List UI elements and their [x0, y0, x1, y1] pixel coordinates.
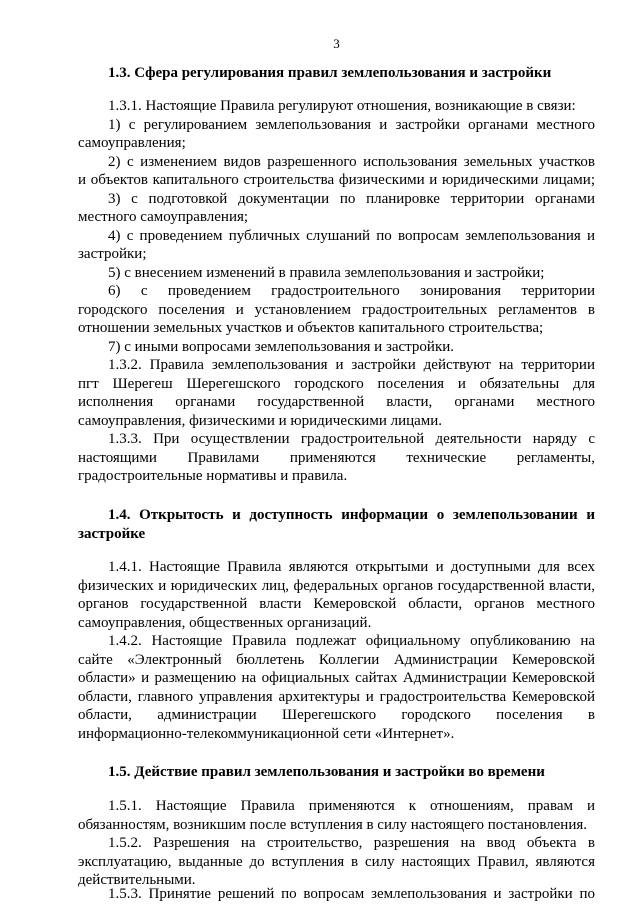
paragraph-line: 1.3.2. Правила землепользования и застройки действуют на территории	[108, 357, 595, 373]
paragraph-line: 2) с изменением видов разрешенного использования земельных участков	[108, 153, 595, 170]
paragraph-line: и объектов капитального строительства физическими и юридическими лицами;	[78, 172, 595, 188]
paragraph-line: самоуправления;	[78, 135, 186, 151]
paragraph-line: 5) с внесением изменений в правила землепользования и застройки;	[108, 264, 545, 281]
paragraph-line: области, главного управления архитектуры и градостроительства Кемеровской	[78, 688, 595, 705]
paragraph-line: области» и размещению на официальных сайтах Администрации Кемеровской	[78, 670, 595, 686]
paragraph-line: местного самоуправления;	[78, 209, 249, 225]
paragraph-line: градостроительные нормативы и правила.	[78, 468, 348, 484]
paragraph-line: информационно-телекоммуникационной сети «Интернет».	[78, 725, 455, 742]
paragraph-line: отношении земельных участков и объектов капитального строительства;	[78, 320, 544, 336]
paragraph-line: сайте «Электронный бюллетень Коллегии Администрации Кемеровской	[78, 651, 595, 668]
paragraph-line: исполнения органами государственной власти, органами местного	[78, 394, 595, 410]
paragraph-line: 4) с проведением публичных слушаний по вопросам землепользования и	[108, 227, 595, 244]
paragraph-line: 1.4.1. Настоящие Правила являются открытыми и доступными для всех	[108, 559, 595, 575]
paragraph-line: действительными.	[78, 872, 196, 888]
section-title-1-4: 1.4. Открытость и доступность информации о землепользовании и застройке	[78, 507, 595, 542]
paragraph-line: самоуправления, общественных организаций.	[78, 614, 372, 631]
paragraph-line: 1.4.2. Настоящие Правила подлежат официальному опубликованию на	[108, 633, 595, 649]
paragraph-line: настоящими Правилами применяются технические регламенты,	[78, 449, 595, 466]
paragraph-line: 3) с подготовкой документации по планировке территории органами	[108, 190, 595, 207]
paragraph-line: пгт Шерегеш Шерегешского городского поселения и обязательны для	[78, 375, 595, 392]
paragraph-line: 6) с проведением градостроительного зонирования территории	[108, 283, 595, 299]
paragraph-line: городского поселения и установлением градостроительных регламентов в	[78, 301, 595, 318]
section-title-1-3: 1.3. Сфера регулирования правил землепользования и застройки	[108, 65, 552, 81]
paragraph-line: физических и юридических лиц, федеральных органов государственной власти,	[78, 577, 595, 594]
paragraph-line: 1.5.1. Настоящие Правила применяются к отношениям, правам и	[108, 798, 595, 814]
paragraph-line: застройки;	[78, 246, 147, 262]
section-title-1-5: 1.5. Действие правил землепользования и застройки во времени	[108, 764, 545, 780]
paragraph-line: органов государственной власти Кемеровской области, органов местного	[78, 596, 595, 612]
paragraph-line: области, администрации Шерегешского городского поселения в	[78, 707, 595, 723]
paragraph-line: самоуправления, физическими и юридическими лицами.	[78, 412, 443, 429]
paragraph-line: 1.3.3. При осуществлении градостроительной деятельности наряду с	[108, 431, 595, 447]
paragraph-line: 1) с регулированием землепользования и застройки органами местного	[108, 116, 595, 133]
paragraph-line: обязанностям, возникшим после вступления в силу настоящего постановления.	[78, 816, 587, 833]
paragraph-line: эксплуатацию, выданные до вступления в силу настоящих Правил, являются	[78, 853, 595, 870]
paragraph-line: 7) с иными вопросами землепользования и застройки.	[108, 338, 455, 355]
paragraph-line: 1.3.1. Настоящие Правила регулируют отношения, возникающие в связи:	[108, 98, 576, 114]
paragraph-line: 1.5.2. Разрешения на строительство, разрешения на ввод объекта в	[108, 835, 595, 851]
page-number: 3	[333, 36, 340, 51]
paragraph-line: 1.5.3. Принятие решений по вопросам землепользования и застройки по	[108, 886, 595, 902]
